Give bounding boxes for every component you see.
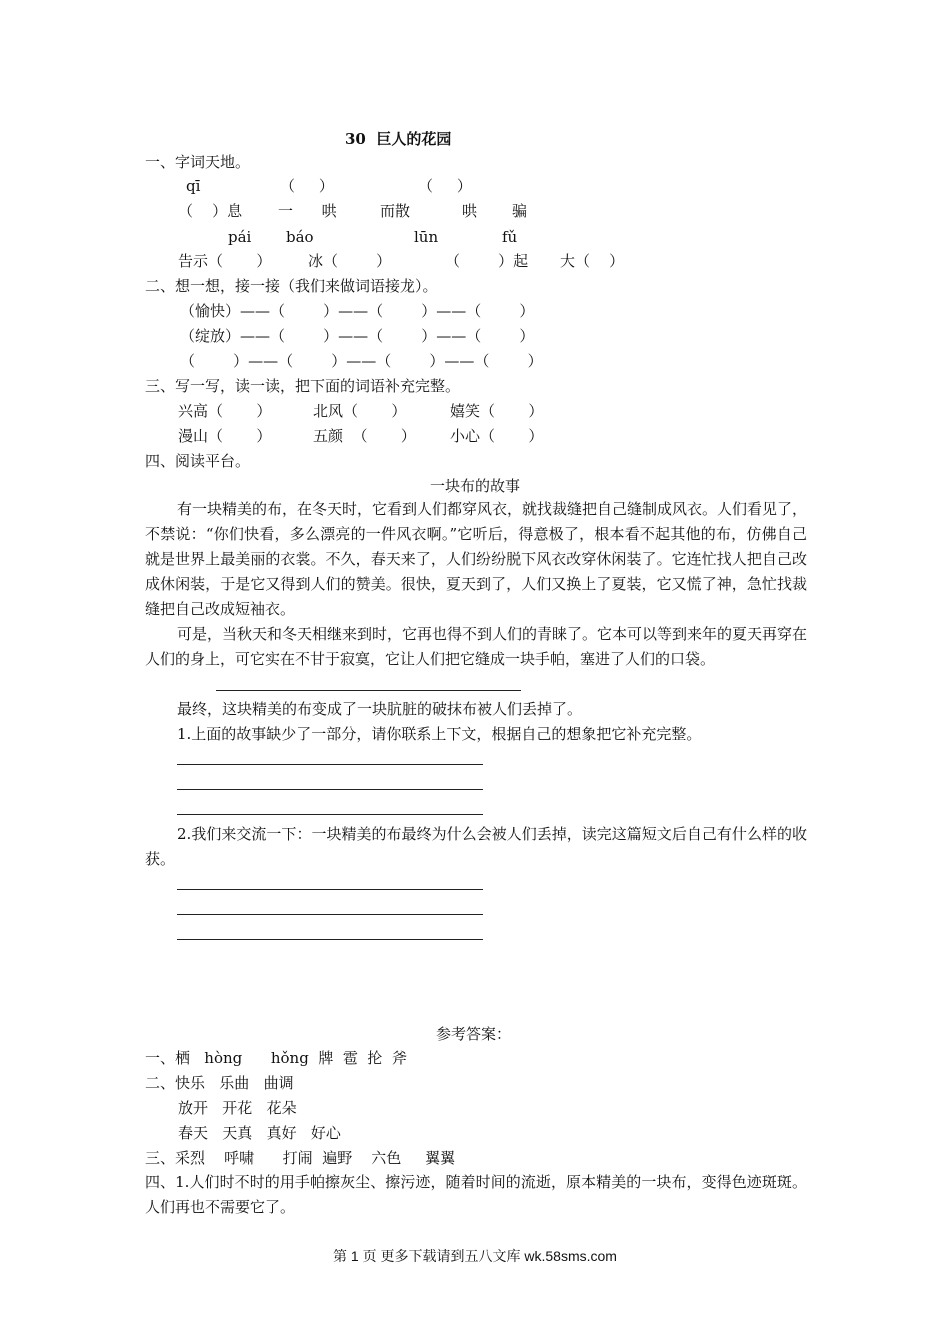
word-yihong: 一 哄 — [278, 202, 337, 220]
section3-heading: 三、写一写，读一读，把下面的词语补充完整。 — [145, 377, 461, 395]
answer-2-row-2: 放开 开花 花朵 — [178, 1099, 297, 1117]
pinyin-fu: fǔ — [502, 228, 518, 246]
page-footer: 第 1 页 更多下载请到五八文库 wk.58sms.com — [333, 1248, 617, 1264]
word-ersan: 而散 — [380, 202, 411, 220]
pinyin-blank-1: （ ） — [280, 177, 334, 195]
chain-row-1: （愉快）——（ ）——（ ）——（ ） — [180, 302, 535, 320]
section4-heading: 四、阅读平台。 — [145, 452, 251, 470]
fill-xiaoxin: 小心（ ） — [450, 427, 544, 445]
story-paragraph-1: 有一块精美的布，在冬天时，它看到人们都穿风衣，就找裁缝把自己缝制成风衣。人们看见了，不禁说：“你们快看，多么漂亮的一件风衣啊。”它听后，得意极了，根本看不起其他的布，仿佛自己就是世界上最美丽的衣裳。不久，春天来了，人们纷纷脱下风衣改穿休闲装了。它连忙找人把自己改成休闲装，于是它又得到人们的赞美。很快，夏天到了，人们又换上了夏装，它又慌了神，急忙找裁缝把自己改成短袖衣。 — [145, 500, 808, 618]
answer-2-row-1: 二、快乐 乐曲 曲调 — [145, 1074, 294, 1092]
section2-heading: 二、想一想，接一接（我们来做词语接龙）。 — [145, 277, 438, 295]
answer-2-row-3: 春天 天真 真好 好心 — [178, 1124, 341, 1142]
pinyin-lun: lūn — [414, 228, 439, 246]
answers-heading: 参考答案： — [436, 1025, 512, 1043]
question-2: 2.我们来交流一下：一块精美的布最终为什么会被人们丢掉，读完这篇短文后自己有什么样的收获。 — [145, 825, 807, 868]
story-paragraph-2: 可是，当秋天和冬天相继来到时，它再也得不到人们的青睐了。它本可以等到来年的夏天再穿在人们的身上，可它实在不甘于寂寞，它让人们把它缝成一块手帕，塞进了人们的口袋。 — [145, 625, 808, 668]
fill-manshan: 漫山（ ） — [178, 427, 272, 445]
answer-line-q1-1[interactable] — [177, 764, 483, 765]
answer-line-q1-3[interactable] — [177, 814, 483, 815]
chain-row-3: （ ）——（ ）——（ ）——（ ） — [180, 352, 543, 370]
word-hong: 哄 — [462, 202, 478, 220]
answer-line-q2-1[interactable] — [177, 889, 483, 890]
answer-4: 四、1.人们时不时的用手帕擦灰尘、擦污迹，随着时间的流逝，原本精美的一块布，变得色迹斑斑。人们再也不需要它了。 — [145, 1173, 807, 1216]
word-da: 大（ ） — [560, 252, 625, 270]
fill-beifeng: 北风（ ） — [313, 402, 407, 420]
answer-line-q2-3[interactable] — [177, 939, 483, 940]
word-pian: 骗 — [512, 202, 528, 220]
chain-row-2: （绽放）——（ ）——（ ）——（ ） — [180, 327, 535, 345]
word-xi: （ ）息 — [178, 202, 243, 220]
word-bing: 冰（ ） — [308, 252, 392, 270]
page-title: 30 巨人的花园 — [345, 130, 452, 148]
word-gaoshi: 告示（ ） — [178, 252, 272, 270]
pinyin-bao: báo — [286, 228, 314, 246]
story-missing-blank[interactable] — [216, 690, 521, 691]
fill-xixiao: 嬉笑（ ） — [450, 402, 544, 420]
fill-wuyan: 五颜 （ ） — [313, 427, 416, 445]
story-paragraph-3: 最终，这块精美的布变成了一块肮脏的破抹布被人们丢掉了。 — [177, 700, 583, 718]
story-title: 一块布的故事 — [430, 477, 521, 495]
section1-heading: 一、字词天地。 — [145, 153, 251, 171]
pinyin-blank-2: （ ） — [418, 177, 472, 195]
fill-xinggao: 兴高（ ） — [178, 402, 272, 420]
answer-3: 三、采烈 呼啸 打闹 遍野 六色 翼翼 — [145, 1149, 456, 1167]
word-qi: （ ）起 — [445, 252, 529, 270]
answer-1: 一、栖 hòng hǒng 牌 雹 抡 斧 — [145, 1049, 407, 1067]
pinyin-qi: qī — [186, 177, 201, 195]
answer-line-q1-2[interactable] — [177, 789, 483, 790]
question-1: 1.上面的故事缺少了一部分，请你联系上下文，根据自己的想象把它补充完整。 — [177, 725, 702, 743]
pinyin-pai: pái — [228, 228, 252, 246]
answer-line-q2-2[interactable] — [177, 914, 483, 915]
